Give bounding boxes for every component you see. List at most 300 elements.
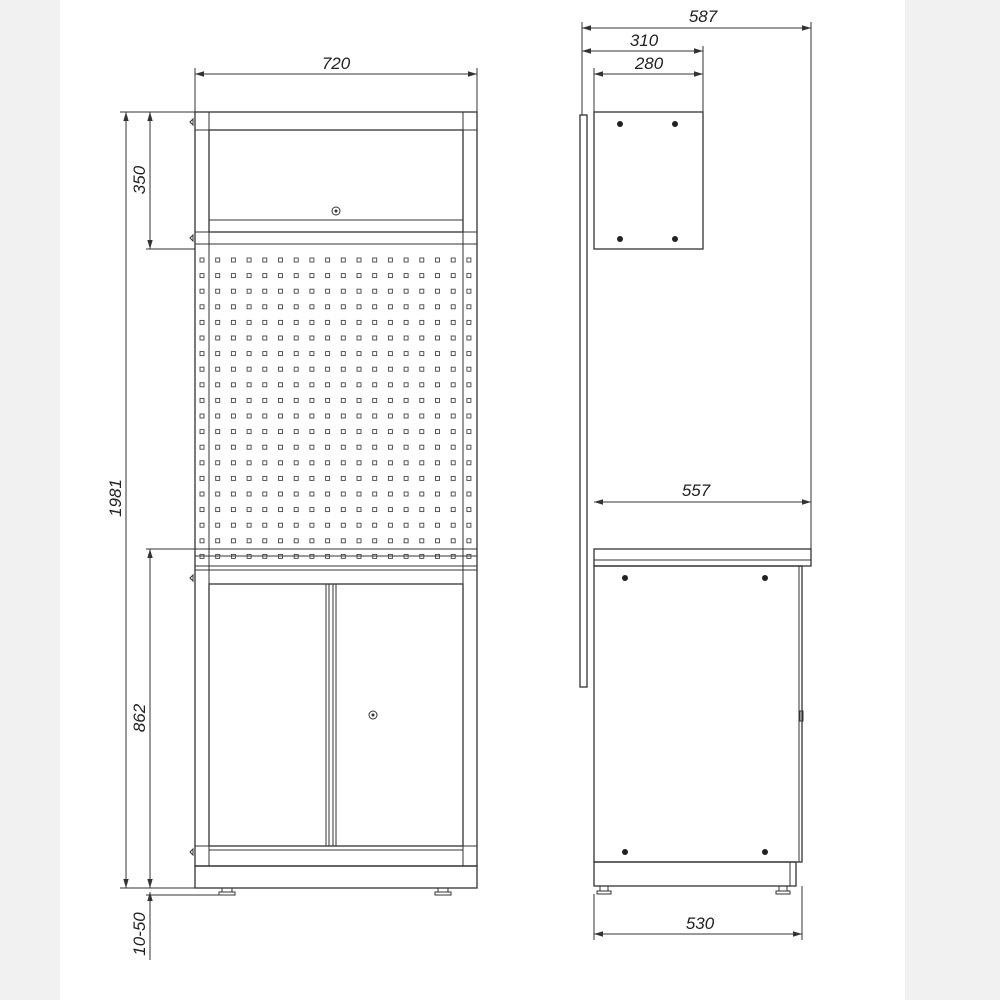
peg-hole <box>420 414 424 418</box>
peg-hole <box>200 492 204 496</box>
peg-hole <box>263 320 267 324</box>
peg-hole <box>216 508 220 512</box>
peg-hole <box>341 274 345 278</box>
peg-hole <box>436 539 440 543</box>
peg-hole <box>404 258 408 262</box>
peg-hole <box>420 305 424 309</box>
peg-hole <box>279 305 283 309</box>
peg-hole <box>200 445 204 449</box>
peg-hole <box>388 430 392 434</box>
peg-hole <box>263 508 267 512</box>
peg-hole <box>326 492 330 496</box>
peg-hole <box>231 523 235 527</box>
peg-hole <box>231 274 235 278</box>
peg-hole <box>310 258 314 262</box>
peg-hole <box>200 539 204 543</box>
peg-hole <box>373 383 377 387</box>
peg-hole <box>451 539 455 543</box>
overall-depth-dimension: 587 <box>688 7 718 26</box>
side-pegboard-panel <box>580 115 587 687</box>
peg-hole <box>279 258 283 262</box>
peg-hole <box>294 289 298 293</box>
peg-hole <box>357 352 361 356</box>
peg-hole <box>279 352 283 356</box>
peg-hole <box>341 414 345 418</box>
peg-hole <box>451 398 455 402</box>
top-depth-dimension: 310 <box>629 31 659 50</box>
front-dimensions <box>106 54 477 960</box>
peg-hole <box>373 398 377 402</box>
peg-hole <box>200 476 204 480</box>
peg-hole <box>263 492 267 496</box>
peg-hole <box>279 492 283 496</box>
peg-hole <box>326 305 330 309</box>
peg-hole <box>263 367 267 371</box>
top-cabinet-door <box>209 130 463 232</box>
peg-hole <box>231 258 235 262</box>
pegboard-panel <box>195 258 477 558</box>
peg-hole <box>310 414 314 418</box>
peg-hole <box>310 476 314 480</box>
plinth <box>195 866 477 888</box>
peg-hole <box>467 367 471 371</box>
peg-hole <box>404 523 408 527</box>
peg-hole <box>310 461 314 465</box>
peg-hole <box>436 383 440 387</box>
peg-hole <box>326 430 330 434</box>
peg-hole <box>373 367 377 371</box>
peg-hole <box>310 508 314 512</box>
peg-hole <box>451 476 455 480</box>
peg-hole <box>467 461 471 465</box>
peg-hole <box>231 414 235 418</box>
peg-hole <box>310 352 314 356</box>
peg-hole <box>263 539 267 543</box>
peg-hole <box>467 508 471 512</box>
peg-hole <box>357 445 361 449</box>
peg-hole <box>451 414 455 418</box>
peg-hole <box>420 352 424 356</box>
peg-hole <box>420 398 424 402</box>
peg-hole <box>388 352 392 356</box>
peg-hole <box>294 305 298 309</box>
peg-hole <box>231 539 235 543</box>
peg-hole <box>467 430 471 434</box>
peg-hole <box>436 414 440 418</box>
peg-hole <box>231 445 235 449</box>
peg-hole <box>310 430 314 434</box>
peg-hole <box>326 445 330 449</box>
peg-hole <box>279 508 283 512</box>
peg-hole <box>294 336 298 340</box>
peg-hole <box>216 539 220 543</box>
peg-hole <box>216 305 220 309</box>
peg-hole <box>357 336 361 340</box>
peg-hole <box>279 320 283 324</box>
peg-hole <box>388 367 392 371</box>
peg-hole <box>404 445 408 449</box>
peg-hole <box>341 320 345 324</box>
peg-hole <box>420 523 424 527</box>
peg-hole <box>200 320 204 324</box>
peg-hole <box>373 274 377 278</box>
base-depth-dimension: 530 <box>685 914 715 933</box>
peg-hole <box>420 320 424 324</box>
peg-hole <box>294 274 298 278</box>
peg-hole <box>263 445 267 449</box>
peg-hole <box>263 289 267 293</box>
peg-hole <box>420 383 424 387</box>
peg-hole <box>216 258 220 262</box>
peg-hole <box>341 336 345 340</box>
peg-hole <box>279 367 283 371</box>
peg-hole <box>341 367 345 371</box>
peg-hole <box>326 523 330 527</box>
peg-hole <box>294 508 298 512</box>
peg-hole <box>216 476 220 480</box>
peg-hole <box>231 320 235 324</box>
peg-hole <box>451 445 455 449</box>
peg-hole <box>341 523 345 527</box>
peg-hole <box>231 508 235 512</box>
peg-hole <box>420 445 424 449</box>
peg-hole <box>388 445 392 449</box>
peg-hole <box>310 289 314 293</box>
top-cabinet <box>190 119 477 244</box>
peg-hole <box>247 461 251 465</box>
peg-hole <box>326 367 330 371</box>
peg-hole <box>247 445 251 449</box>
peg-hole <box>279 336 283 340</box>
peg-hole <box>341 539 345 543</box>
peg-hole <box>373 508 377 512</box>
peg-hole <box>357 461 361 465</box>
peg-hole <box>388 476 392 480</box>
peg-hole <box>420 492 424 496</box>
peg-hole <box>404 320 408 324</box>
side-dimensions <box>582 7 811 940</box>
peg-hole <box>216 274 220 278</box>
peg-hole <box>326 258 330 262</box>
peg-hole <box>341 258 345 262</box>
peg-hole <box>200 258 204 262</box>
front-feet <box>219 888 451 895</box>
peg-hole <box>467 274 471 278</box>
peg-hole <box>373 430 377 434</box>
peg-hole <box>216 523 220 527</box>
peg-hole <box>388 289 392 293</box>
peg-hole <box>404 336 408 340</box>
peg-hole <box>357 508 361 512</box>
peg-hole <box>216 289 220 293</box>
peg-hole <box>357 523 361 527</box>
peg-hole <box>341 305 345 309</box>
peg-hole <box>326 476 330 480</box>
peg-hole <box>388 492 392 496</box>
peg-hole <box>373 305 377 309</box>
peg-hole <box>436 352 440 356</box>
peg-hole <box>263 336 267 340</box>
peg-hole <box>200 383 204 387</box>
peg-hole <box>247 398 251 402</box>
peg-hole <box>451 258 455 262</box>
peg-hole <box>451 367 455 371</box>
peg-hole <box>263 274 267 278</box>
peg-hole <box>388 523 392 527</box>
peg-hole <box>279 398 283 402</box>
peg-hole <box>467 289 471 293</box>
peg-hole <box>279 445 283 449</box>
peg-hole <box>294 539 298 543</box>
peg-hole <box>263 461 267 465</box>
peg-hole <box>231 398 235 402</box>
peg-hole <box>420 274 424 278</box>
peg-hole <box>294 445 298 449</box>
peg-hole <box>279 539 283 543</box>
peg-hole <box>247 367 251 371</box>
peg-hole <box>247 258 251 262</box>
peg-hole <box>357 539 361 543</box>
peg-hole <box>263 352 267 356</box>
side-feet <box>597 886 790 894</box>
peg-hole <box>247 492 251 496</box>
peg-hole <box>200 523 204 527</box>
peg-hole <box>436 258 440 262</box>
peg-hole <box>404 352 408 356</box>
peg-hole <box>436 508 440 512</box>
peg-hole <box>373 492 377 496</box>
peg-hole <box>231 336 235 340</box>
peg-hole <box>373 352 377 356</box>
peg-hole <box>294 258 298 262</box>
peg-hole <box>451 320 455 324</box>
worktop-depth-dimension: 557 <box>681 481 711 500</box>
peg-hole <box>294 476 298 480</box>
peg-hole <box>451 508 455 512</box>
peg-hole <box>467 336 471 340</box>
peg-hole <box>357 258 361 262</box>
peg-hole <box>279 289 283 293</box>
peg-hole <box>200 367 204 371</box>
peg-hole <box>420 430 424 434</box>
overall-height-dimension: 1981 <box>106 479 125 517</box>
peg-hole <box>451 274 455 278</box>
peg-hole <box>467 523 471 527</box>
peg-hole <box>373 258 377 262</box>
peg-hole <box>404 492 408 496</box>
peg-hole <box>231 289 235 293</box>
peg-hole <box>404 414 408 418</box>
peg-hole <box>216 367 220 371</box>
peg-hole <box>200 336 204 340</box>
peg-hole <box>310 383 314 387</box>
peg-hole <box>247 476 251 480</box>
peg-hole <box>451 461 455 465</box>
peg-hole <box>357 430 361 434</box>
peg-hole <box>388 461 392 465</box>
peg-hole <box>341 352 345 356</box>
side-bottom-cabinet <box>594 566 802 862</box>
peg-hole <box>263 430 267 434</box>
peg-hole <box>310 305 314 309</box>
peg-hole <box>357 492 361 496</box>
peg-hole <box>247 383 251 387</box>
peg-hole <box>231 367 235 371</box>
peg-hole <box>216 492 220 496</box>
peg-hole <box>467 414 471 418</box>
peg-hole <box>467 476 471 480</box>
peg-hole <box>310 492 314 496</box>
peg-hole <box>467 383 471 387</box>
peg-hole <box>404 367 408 371</box>
peg-hole <box>263 398 267 402</box>
peg-hole <box>341 508 345 512</box>
peg-hole <box>404 476 408 480</box>
peg-hole <box>404 289 408 293</box>
peg-hole <box>467 352 471 356</box>
peg-hole <box>388 336 392 340</box>
peg-hole <box>388 539 392 543</box>
hinge-icon <box>190 119 193 125</box>
peg-hole <box>231 461 235 465</box>
peg-hole <box>294 352 298 356</box>
peg-hole <box>404 539 408 543</box>
peg-hole <box>373 320 377 324</box>
peg-hole <box>231 383 235 387</box>
peg-hole <box>436 289 440 293</box>
peg-hole <box>294 320 298 324</box>
peg-hole <box>467 492 471 496</box>
peg-hole <box>216 445 220 449</box>
peg-hole <box>373 336 377 340</box>
peg-hole <box>279 476 283 480</box>
peg-hole <box>357 320 361 324</box>
peg-hole <box>231 430 235 434</box>
peg-hole <box>373 461 377 465</box>
peg-hole <box>420 258 424 262</box>
peg-hole <box>216 414 220 418</box>
peg-hole <box>420 461 424 465</box>
peg-hole <box>310 367 314 371</box>
peg-hole <box>200 398 204 402</box>
side-view <box>580 112 811 894</box>
peg-hole <box>294 367 298 371</box>
peg-hole <box>200 430 204 434</box>
peg-hole <box>247 336 251 340</box>
peg-hole <box>467 539 471 543</box>
peg-hole <box>326 320 330 324</box>
peg-hole <box>467 305 471 309</box>
peg-hole <box>326 289 330 293</box>
peg-hole <box>294 398 298 402</box>
bottom-cabinet-height-dimension: 862 <box>130 703 149 733</box>
peg-hole <box>310 523 314 527</box>
peg-hole <box>388 305 392 309</box>
peg-hole <box>341 430 345 434</box>
peg-hole <box>373 539 377 543</box>
peg-hole <box>436 430 440 434</box>
peg-hole <box>467 258 471 262</box>
peg-hole <box>388 320 392 324</box>
peg-hole <box>451 336 455 340</box>
peg-hole <box>263 414 267 418</box>
peg-hole <box>404 430 408 434</box>
peg-hole <box>388 398 392 402</box>
peg-hole <box>436 492 440 496</box>
peg-hole <box>341 445 345 449</box>
peg-hole <box>404 305 408 309</box>
peg-hole <box>326 336 330 340</box>
peg-hole <box>420 539 424 543</box>
peg-hole <box>388 274 392 278</box>
peg-hole <box>247 539 251 543</box>
peg-hole <box>231 352 235 356</box>
peg-hole <box>436 445 440 449</box>
peg-hole <box>436 523 440 527</box>
peg-hole <box>247 320 251 324</box>
peg-hole <box>263 383 267 387</box>
peg-hole <box>263 476 267 480</box>
peg-hole <box>436 336 440 340</box>
peg-hole <box>200 414 204 418</box>
peg-hole <box>451 383 455 387</box>
peg-hole <box>326 398 330 402</box>
peg-hole <box>294 430 298 434</box>
peg-hole <box>388 414 392 418</box>
peg-hole <box>341 289 345 293</box>
peg-hole <box>467 445 471 449</box>
front-view <box>190 112 477 895</box>
side-worktop <box>594 549 811 566</box>
peg-hole <box>373 414 377 418</box>
peg-hole <box>310 274 314 278</box>
peg-hole <box>310 539 314 543</box>
side-plinth <box>594 862 796 886</box>
peg-hole <box>216 320 220 324</box>
top-cabinet-height-dimension: 350 <box>130 165 149 195</box>
peg-hole <box>404 383 408 387</box>
peg-hole <box>263 258 267 262</box>
peg-hole <box>279 461 283 465</box>
peg-hole <box>451 289 455 293</box>
peg-hole <box>310 336 314 340</box>
peg-hole <box>373 476 377 480</box>
feet-adjust-dimension: 10-50 <box>130 912 149 956</box>
peg-hole <box>263 523 267 527</box>
peg-hole <box>357 414 361 418</box>
peg-hole <box>373 445 377 449</box>
peg-hole <box>200 508 204 512</box>
peg-hole <box>357 305 361 309</box>
peg-hole <box>436 320 440 324</box>
peg-hole <box>404 398 408 402</box>
peg-hole <box>341 383 345 387</box>
peg-hole <box>357 383 361 387</box>
peg-hole <box>436 476 440 480</box>
peg-hole <box>294 523 298 527</box>
peg-hole <box>200 352 204 356</box>
peg-hole <box>247 523 251 527</box>
peg-hole <box>420 289 424 293</box>
peg-hole <box>357 398 361 402</box>
peg-hole <box>436 461 440 465</box>
peg-hole <box>216 398 220 402</box>
peg-hole <box>231 476 235 480</box>
peg-hole <box>341 492 345 496</box>
peg-hole <box>200 461 204 465</box>
peg-hole <box>326 508 330 512</box>
peg-hole <box>467 320 471 324</box>
